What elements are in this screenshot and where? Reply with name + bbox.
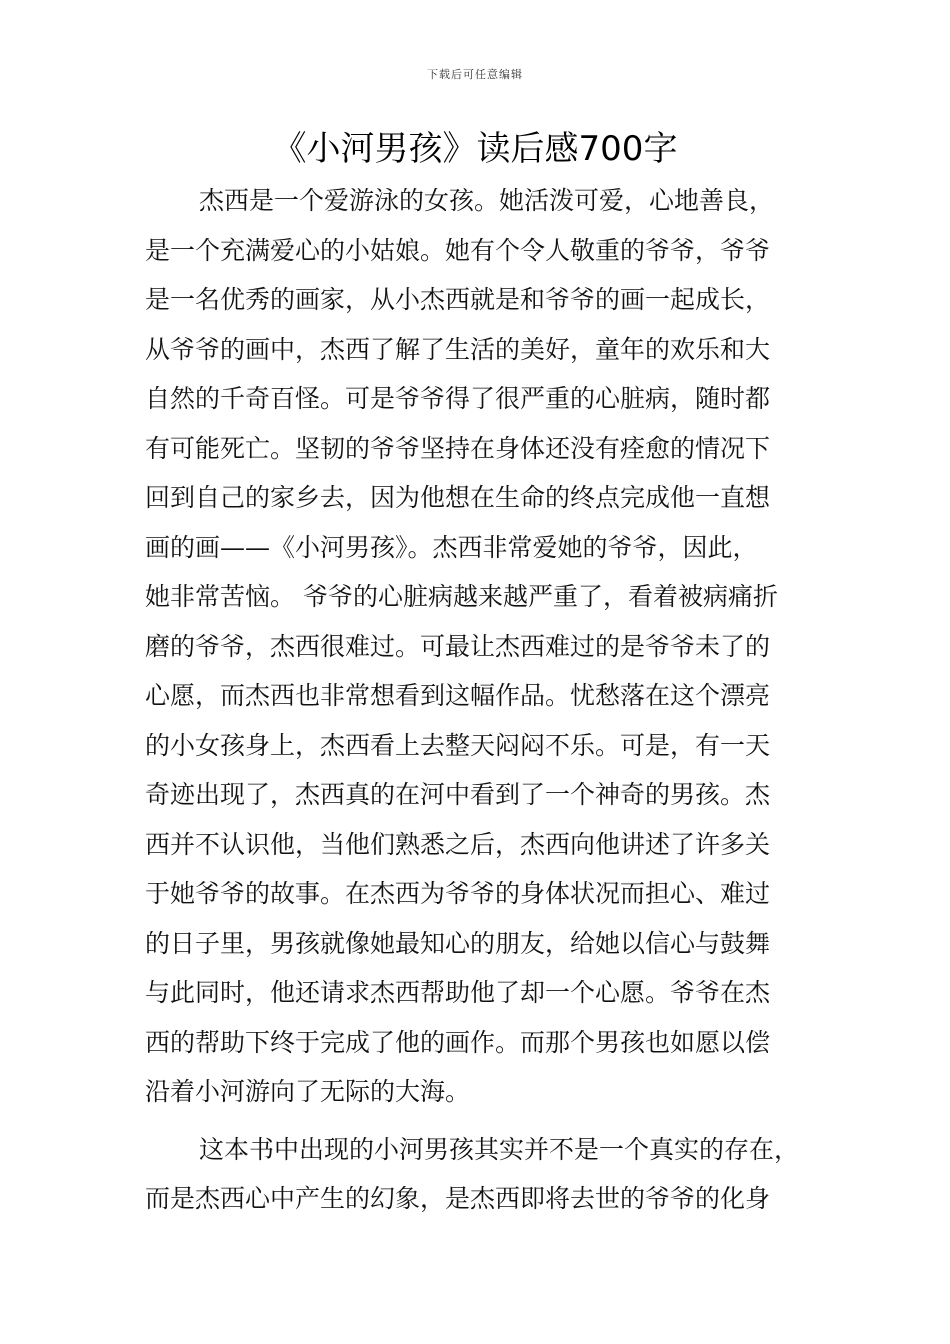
- paragraph: [145, 1125, 807, 1224]
- document-body: [145, 176, 807, 1224]
- text-line: 的日子里，男孩就像她最知心的朋友，给她以信心与鼓舞: [145, 928, 771, 958]
- text-line: 而是杰西心中产生的幻象，是杰西即将去世的爷爷的化身: [145, 1184, 771, 1213]
- text-line: 从爷爷的画中，杰西了解了生活的美好，童年的欢乐和大: [145, 334, 771, 364]
- text-line: 画的画——《小河男孩》。杰西非常爱她的爷爷，因此，: [145, 532, 758, 562]
- text-line: 是一名优秀的画家，从小杰西就是和爷爷的画一起成长，: [145, 285, 771, 314]
- text-line: 西并不认识他，当他们熟悉之后，杰西向他讲述了许多关: [145, 829, 771, 859]
- paragraph: [145, 176, 807, 1117]
- paragraph-gap: [145, 1117, 807, 1125]
- text-line: 心愿，而杰西也非常想看到这幅作品。忧愁落在这个漂亮: [145, 681, 771, 710]
- text-line: 西的帮助下终于完成了他的画作。而那个男孩也如愿以偿: [145, 1027, 771, 1057]
- text-line: 回到自己的家乡去，因为他想在生命的终点完成他一直想: [145, 483, 771, 512]
- header-note: 下载后可任意编辑: [427, 68, 523, 81]
- text-line: 杰西是一个爱游泳的女孩。她活泼可爱，心地善良，: [199, 186, 775, 215]
- text-line: 奇迹出现了，杰西真的在河中看到了一个神奇的男孩。杰: [145, 780, 771, 809]
- text-line: 自然的千奇百怪。可是爷爷得了很严重的心脏病，随时都: [145, 384, 771, 413]
- text-line: 与此同时，他还请求杰西帮助他了却一个心愿。爷爷在杰: [145, 978, 771, 1007]
- text-line: 是一个充满爱心的小姑娘。她有个令人敬重的爷爷，爷爷: [145, 235, 771, 265]
- text-line: 这本书中出现的小河男孩其实并不是一个真实的存在，: [199, 1134, 800, 1164]
- text-line: 沿着小河游向了无际的大海。: [145, 1077, 471, 1106]
- text-line: 有可能死亡。坚韧的爷爷坚持在身体还没有痊愈的情况下: [145, 433, 771, 463]
- text-line: 的小女孩身上，杰西看上去整天闷闷不乐。可是，有一天: [145, 730, 771, 760]
- text-line: 磨的爷爷，杰西很难过。可最让杰西难过的是爷爷未了的: [145, 631, 771, 661]
- text-line: 于她爷爷的故事。在杰西为爷爷的身体状况而担心、难过: [145, 879, 771, 908]
- text-line: 她非常苦恼。 爷爷的心脏病越来越严重了，看着被病痛折: [145, 582, 778, 611]
- document-title: 《小河男孩》读后感700字: [272, 129, 678, 169]
